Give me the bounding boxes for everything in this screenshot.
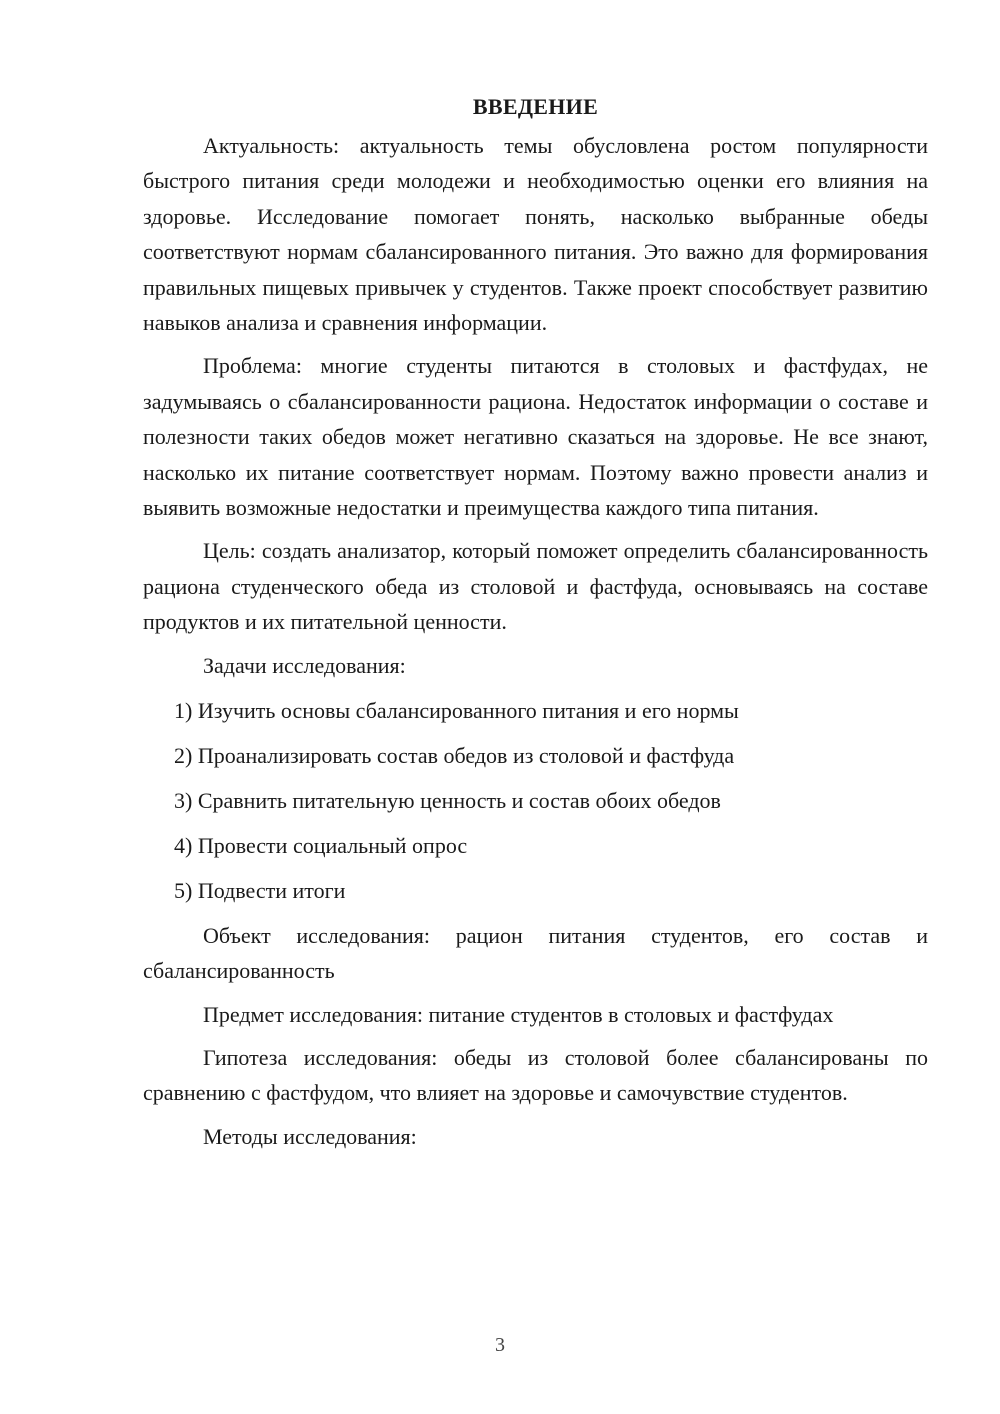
object-paragraph: Объект исследования: рацион питания студентов, его состав и сбалансированность <box>143 922 928 984</box>
list-item: 2) Проанализировать состав обедов из столовой и фастфуда <box>174 742 735 768</box>
page-title: ВВЕДЕНИЕ <box>472 94 599 119</box>
goal-paragraph: Цель: создать анализатор, который поможет определить сбалансированность рациона студенческого обеда из столовой и фастфуда, основываясь на составе продуктов и их питательной ценности. <box>143 538 928 635</box>
page-number: 3 <box>495 1334 505 1356</box>
list-item: 1) Изучить основы сбалансированного питания и его нормы <box>174 697 739 723</box>
document-page <box>143 92 928 1164</box>
problem-paragraph: Проблема: многие студенты питаются в столовых и фастфудах, не задумываясь о сбалансированности рациона. Недостаток информации о составе и полезности таких обедов может негативно сказаться на здоровье. Не все знают, насколько их питание соответствует нормам. Поэтому важно провести анализ и выявить возможные недостатки и преимущества каждого типа питания. <box>143 353 928 521</box>
list-item: 4) Провести социальный опрос <box>174 832 468 858</box>
tasks-list <box>143 693 928 908</box>
methods-heading: Методы исследования: <box>203 1123 417 1149</box>
list-item: 5) Подвести итоги <box>174 877 346 903</box>
relevance-paragraph: Актуальность: актуальность темы обусловлена ростом популярности быстрого питания среди молодежи и необходимостью оценки его влияния на здоровье. Исследование помогает понять, насколько выбранные обеды соответствуют нормам сбалансированного питания. Это важно для формирования правильных пищевых привычек у студентов. Также проект способствует развитию навыков анализа и сравнения информации. <box>143 133 928 336</box>
hypothesis-paragraph: Гипотеза исследования: обеды из столовой более сбалансированы по сравнению с фастфудом, что влияет на здоровье и самочувствие студентов. <box>143 1044 928 1106</box>
subject-paragraph: Предмет исследования: питание студентов в столовых и фастфудах <box>203 1001 834 1027</box>
list-item: 3) Сравнить питательную ценность и состав обоих обедов <box>174 787 721 813</box>
tasks-heading: Задачи исследования: <box>203 652 406 678</box>
